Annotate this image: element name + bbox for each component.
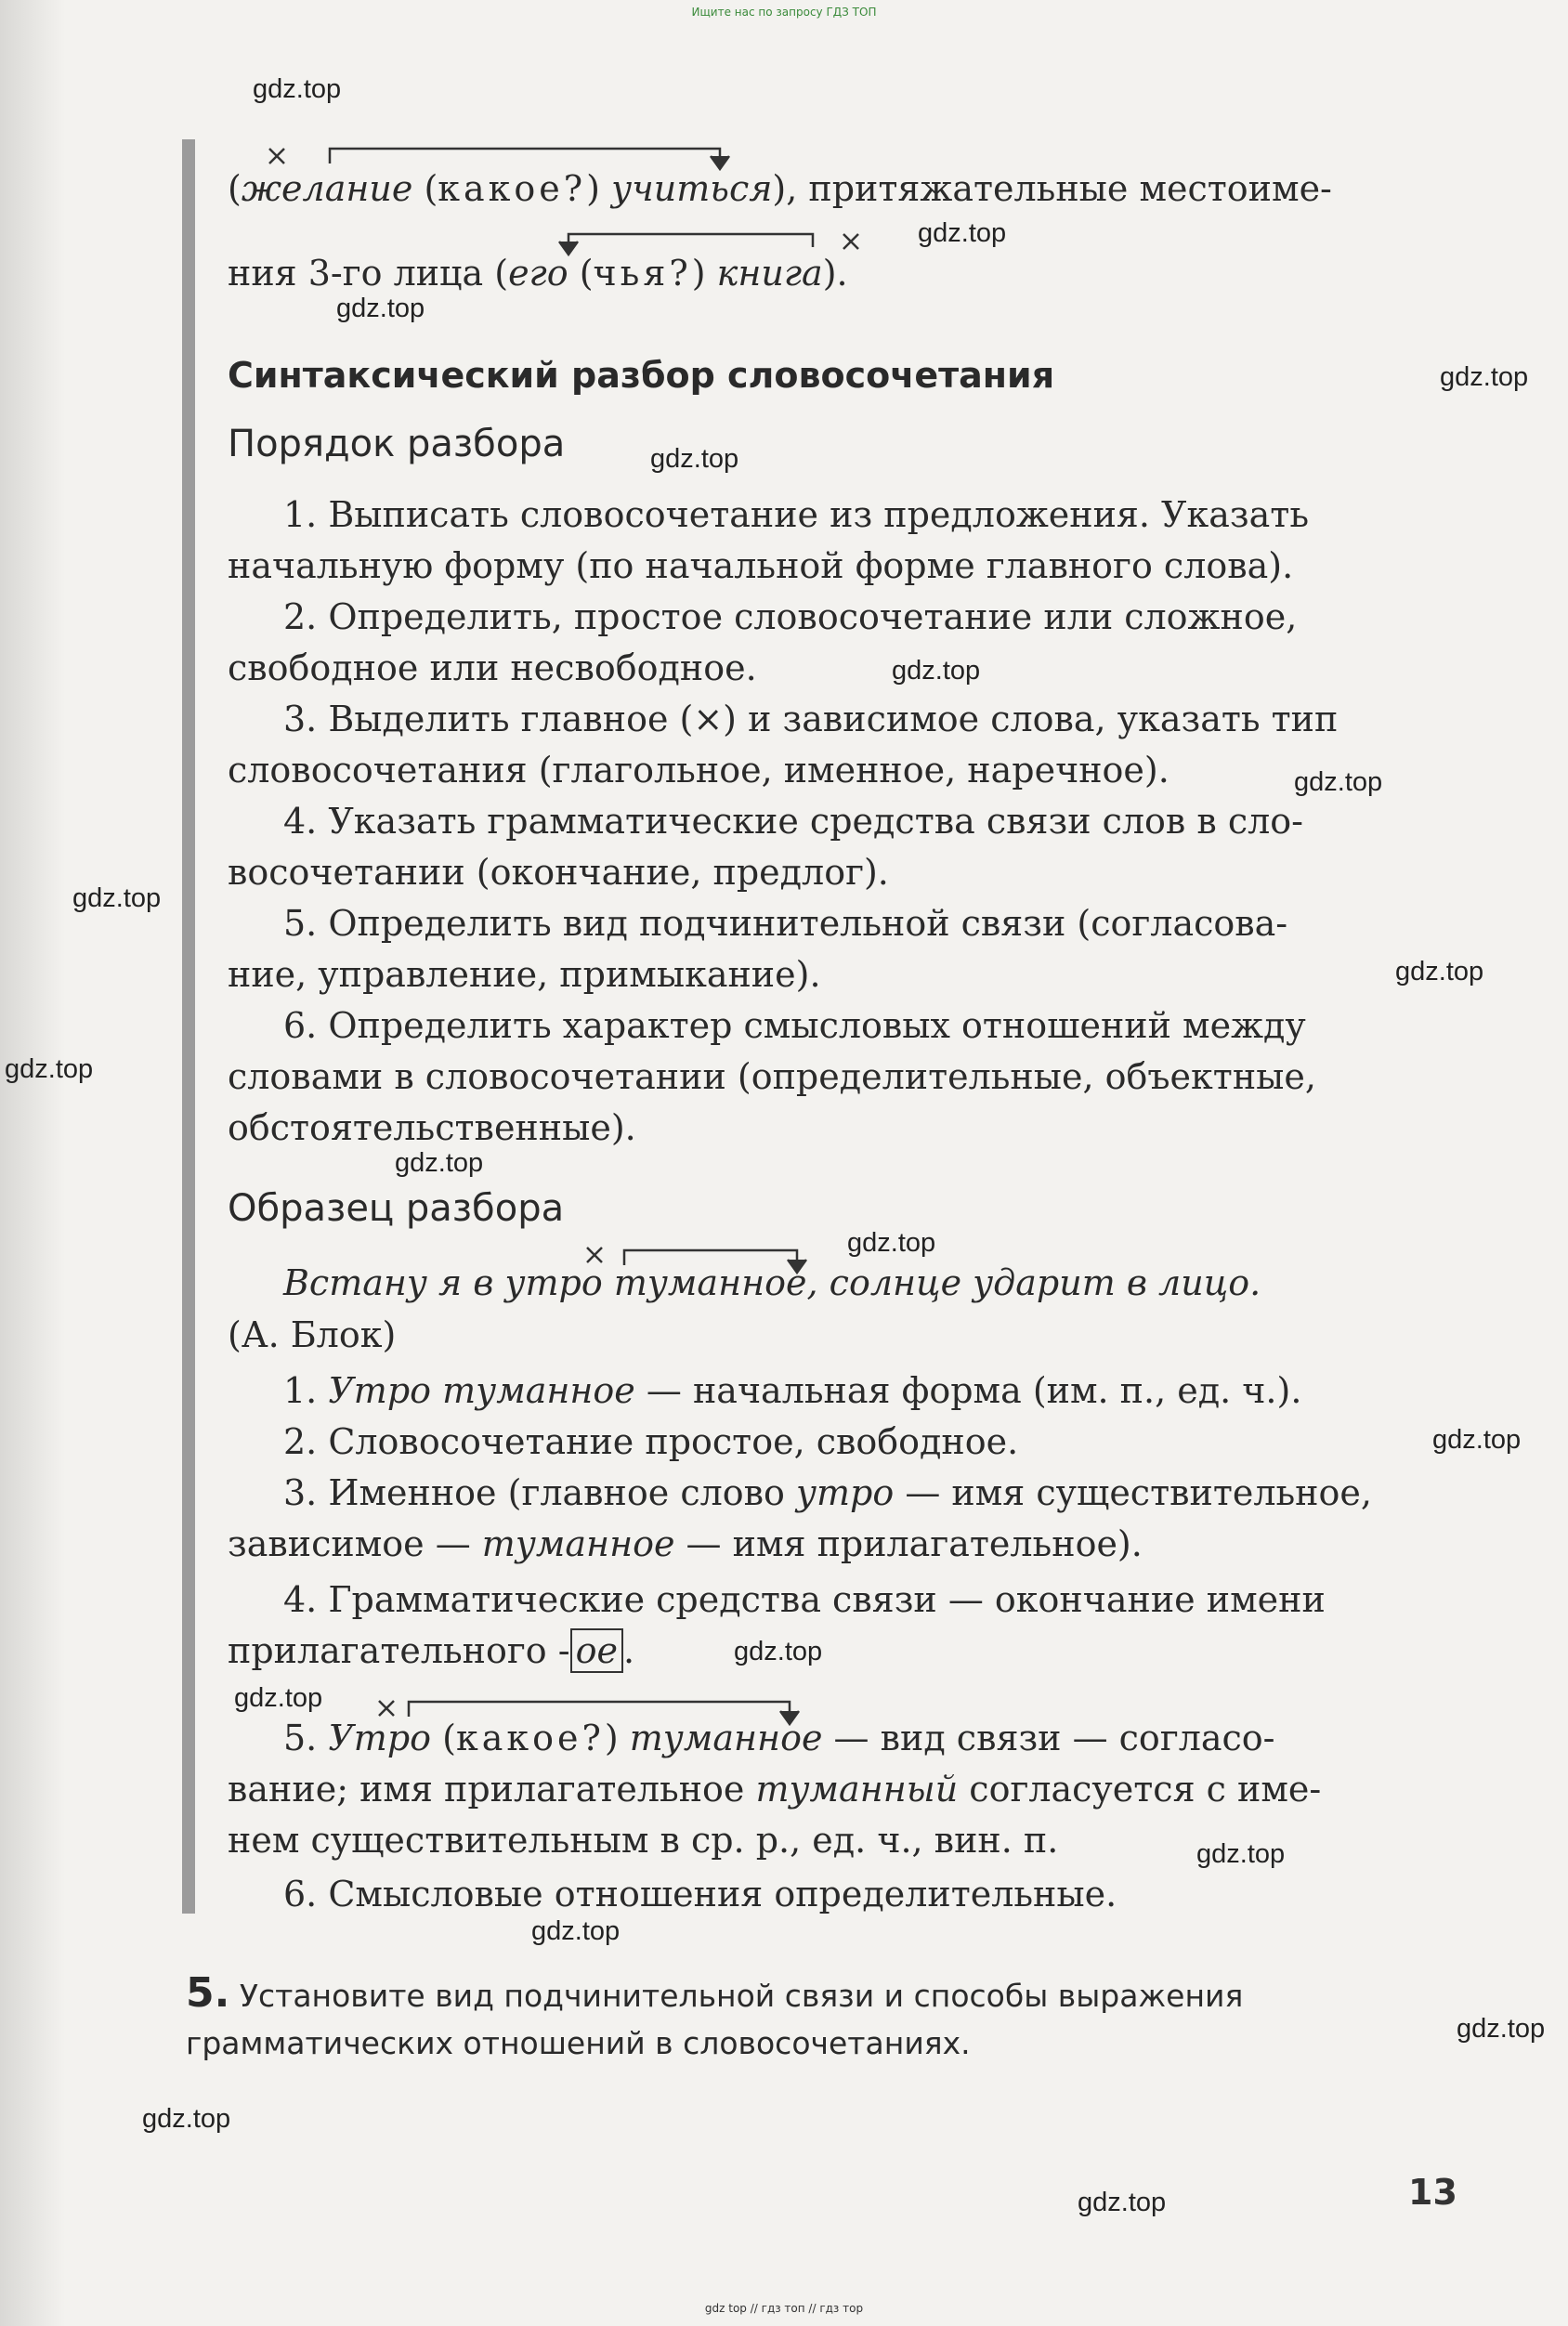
watermark: gdz.top xyxy=(1432,1425,1522,1455)
intro-line-1: (желание (какое?) учиться), притяжательные местоиме- xyxy=(228,168,1332,209)
sample-step-2: 2. Словосочетание простое, свободное. xyxy=(283,1421,1019,1462)
watermark: gdz.top xyxy=(1440,362,1529,392)
order-line: 1. Выписать словосочетание из предложения. Указать xyxy=(283,494,1310,535)
order-line: начальную форму (по начальной форме главного слова). xyxy=(228,545,1294,586)
watermark: gdz.top xyxy=(650,444,739,474)
watermark: gdz.top xyxy=(253,74,342,104)
order-line: 3. Выделить главное (×) и зависимое слова, указать тип xyxy=(283,699,1339,739)
watermark: gdz.top xyxy=(1196,1839,1286,1869)
task-line-2: грамматических отношений в словосочетаниях. xyxy=(186,2025,971,2061)
order-line: 6. Определить характер смысловых отношений между xyxy=(283,1005,1306,1046)
task-line-1: 5. Установите вид подчинительной связи и способы выражения xyxy=(186,1969,1244,2017)
sample-author: (А. Блок) xyxy=(228,1314,397,1355)
dependency-arrow xyxy=(568,234,813,249)
sample-step-5-cont: вание; имя прилагательное туманный согласуется с име- xyxy=(228,1769,1322,1810)
sample-step-3-cont: зависимое — туманное — имя прилагательное). xyxy=(228,1523,1143,1564)
arrow-head xyxy=(711,156,729,169)
watermark: gdz.top xyxy=(847,1228,936,1258)
sample-step-5: 5. Утро (какое?) туманное — вид связи — согласо- xyxy=(283,1718,1275,1758)
page-number: 13 xyxy=(1408,2172,1457,2213)
main-word-cross xyxy=(379,1701,394,1716)
watermark: gdz.top xyxy=(336,294,425,323)
watermark: gdz.top xyxy=(1457,2014,1546,2044)
watermark: gdz.top xyxy=(1395,957,1484,987)
watermark: gdz.top xyxy=(918,218,1007,248)
ending-box: ое xyxy=(570,1628,623,1673)
main-word-cross xyxy=(587,1248,602,1262)
order-line: словосочетания (глагольное, именное, наречное). xyxy=(228,750,1169,791)
order-line: восочетании (окончание, предлог). xyxy=(228,852,889,893)
watermark: gdz.top xyxy=(734,1637,823,1666)
order-line: свободное или несвободное. xyxy=(228,647,757,688)
sample-step-4-cont: прилагательного - ое . xyxy=(228,1630,635,1671)
footer-link[interactable]: gdz top // гдз топ // гдз тор xyxy=(704,2302,864,2315)
order-line: ние, управление, примыкание). xyxy=(228,954,821,995)
watermark: gdz.top xyxy=(1078,2188,1167,2217)
dependency-arrow xyxy=(409,1702,790,1717)
sample-step-3: 3. Именное (главное слово утро — имя существительное, xyxy=(283,1472,1372,1513)
watermark: gdz.top xyxy=(234,1683,323,1713)
watermark: gdz.top xyxy=(1294,767,1383,797)
section-heading: Синтаксический разбор словосочетания xyxy=(228,355,1055,396)
sample-step-5-cont2: нем существительным в ср. р., ед. ч., вин. п. xyxy=(228,1820,1059,1861)
order-line: 2. Определить, простое словосочетание или сложное, xyxy=(283,596,1298,637)
watermark: gdz.top xyxy=(892,656,981,686)
sample-title: Образец разбора xyxy=(228,1187,565,1230)
order-line: словами в словосочетании (определительные, объектные, xyxy=(228,1056,1316,1097)
main-word-cross xyxy=(843,234,858,249)
watermark: gdz.top xyxy=(72,883,162,913)
order-title: Порядок разбора xyxy=(228,423,566,465)
watermark: gdz.top xyxy=(142,2104,231,2134)
order-line: обстоятельственные). xyxy=(228,1107,636,1148)
dependency-arrow xyxy=(330,149,720,163)
intro-line-2: ния 3-го лица (его (чья?) книга). xyxy=(228,253,848,294)
task-number: 5. xyxy=(186,1969,230,2017)
sample-step-4: 4. Грамматические средства связи — окончание имени xyxy=(283,1579,1326,1620)
watermark: gdz.top xyxy=(5,1054,94,1084)
watermark: gdz.top xyxy=(531,1916,621,1946)
sample-step-1: 1. Утро туманное — начальная форма (им. п., ед. ч.). xyxy=(283,1370,1302,1411)
order-line: 5. Определить вид подчинительной связи (согласова- xyxy=(283,903,1288,944)
main-word-cross xyxy=(269,149,284,163)
sample-quote: Встану я в утро туманное, солнце ударит в лицо. xyxy=(283,1262,1261,1303)
header-link[interactable]: Ищите нас по запросу ГДЗ ТОП xyxy=(691,6,877,19)
sample-step-6: 6. Смысловые отношения определительные. xyxy=(283,1874,1117,1914)
watermark: gdz.top xyxy=(395,1148,484,1178)
order-line: 4. Указать грамматические средства связи слов в сло- xyxy=(283,801,1304,842)
